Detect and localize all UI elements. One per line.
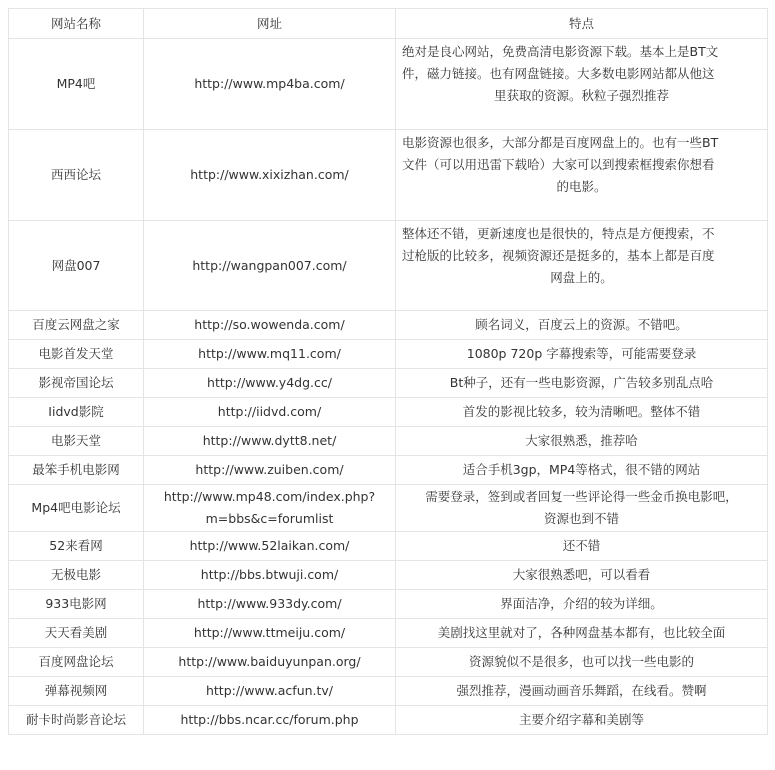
site-name: 影视帝国论坛 [9,369,144,398]
site-name: Iidvd影院 [9,398,144,427]
site-desc: 界面洁净，介绍的较为详细。 [396,590,768,619]
site-url[interactable]: http://www.acfun.tv/ [144,677,396,706]
table-row [9,456,768,485]
table-row [9,532,768,561]
site-url[interactable]: http://www.baiduyunpan.org/ [144,648,396,677]
site-name: 电影首发天堂 [9,340,144,369]
table-row [9,706,768,735]
desc-line: 过枪版的比较多，视频资源还是挺多的，基本上都是百度 [402,248,715,263]
site-desc: 主要介绍字幕和美剧等 [396,706,768,735]
site-url[interactable]: http://www.xixizhan.com/ [144,130,396,221]
site-desc: 还不错 [396,532,768,561]
site-url[interactable]: http://www.zuiben.com/ [144,456,396,485]
site-url[interactable]: http://www.933dy.com/ [144,590,396,619]
desc-line: 绝对是良心网站，免费高清电影资源下载。基本上是BT文 [402,44,719,59]
site-desc: 强烈推荐，漫画动画音乐舞蹈，在线看。赞啊 [396,677,768,706]
site-desc: 适合手机3gp，MP4等格式，很不错的网站 [396,456,768,485]
site-name: 网盘007 [9,221,144,311]
site-url[interactable]: http://iidvd.com/ [144,398,396,427]
site-desc [396,39,768,130]
site-desc [396,130,768,221]
desc-line: 的电影。 [556,179,607,194]
table-row [9,648,768,677]
site-name: 52来看网 [9,532,144,561]
header-url: 网址 [144,9,396,39]
site-name: Mp4吧电影论坛 [9,485,144,532]
site-desc: 资源貌似不是很多，也可以找一些电影的 [396,648,768,677]
header-row [9,9,768,39]
table-row [9,561,768,590]
site-desc: 美剧找这里就对了，各种网盘基本都有，也比较全面 [396,619,768,648]
site-desc: 1080p 720p 字幕搜索等，可能需要登录 [396,340,768,369]
site-name: 弹幕视频网 [9,677,144,706]
site-url[interactable]: http://www.mp4ba.com/ [144,39,396,130]
table-row [9,677,768,706]
table-row [9,485,768,532]
site-desc: 大家很熟悉吧，可以看看 [396,561,768,590]
site-name: MP4吧 [9,39,144,130]
site-name: 933电影网 [9,590,144,619]
header-features: 特点 [396,9,768,39]
site-name: 电影天堂 [9,427,144,456]
site-url[interactable]: http://www.dytt8.net/ [144,427,396,456]
desc-line: 网盘上的。 [550,270,613,285]
site-url[interactable]: http://bbs.ncar.cc/forum.php [144,706,396,735]
site-url[interactable]: http://www.52laikan.com/ [144,532,396,561]
site-name: 百度网盘论坛 [9,648,144,677]
site-desc [396,221,768,311]
sites-table [8,8,768,735]
site-desc: 大家很熟悉，推荐哈 [396,427,768,456]
site-name: 耐卡时尚影音论坛 [9,706,144,735]
site-url[interactable]: http://www.mq11.com/ [144,340,396,369]
site-name: 最笨手机电影网 [9,456,144,485]
desc-line: 需要登录，签到或者回复一些评论得一些金币换电影吧， [425,489,738,504]
header-site-name: 网站名称 [9,9,144,39]
site-url[interactable]: http://so.wowenda.com/ [144,311,396,340]
table-row [9,590,768,619]
site-name: 天天看美剧 [9,619,144,648]
table-row [9,369,768,398]
table-row [9,427,768,456]
site-url[interactable]: http://www.ttmeiju.com/ [144,619,396,648]
desc-line: 电影资源也很多，大部分都是百度网盘上的。也有一些BT [402,135,719,150]
desc-line: 里获取的资源。秋粒子强烈推荐 [493,88,669,103]
table-row [9,39,768,130]
desc-line: 资源也到不错 [543,511,619,526]
site-url[interactable]: http://bbs.btwuji.com/ [144,561,396,590]
table-row [9,130,768,221]
desc-line: 件，磁力链接。也有网盘链接。大多数电影网站都从他这 [402,66,715,81]
site-url[interactable] [144,485,396,532]
table-row [9,619,768,648]
site-desc: 顾名词义，百度云上的资源。不错吧。 [396,311,768,340]
site-desc: 首发的影视比较多，较为清晰吧。整体不错 [396,398,768,427]
site-name: 无极电影 [9,561,144,590]
table-row [9,340,768,369]
desc-line: 整体还不错，更新速度也是很快的，特点是方便搜索，不 [402,226,715,241]
desc-line: 文件（可以用迅雷下载哈）大家可以到搜索框搜索你想看 [402,157,715,172]
table-row [9,221,768,311]
site-url[interactable]: http://www.y4dg.cc/ [144,369,396,398]
site-name: 西西论坛 [9,130,144,221]
table-row [9,398,768,427]
url-line: m=bbs&c=forumlist [205,511,334,526]
table-row [9,311,768,340]
url-line: http://www.mp48.com/index.php? [163,489,376,504]
site-desc [396,485,768,532]
site-name: 百度云网盘之家 [9,311,144,340]
site-desc: Bt种子，还有一些电影资源，广告较多别乱点哈 [396,369,768,398]
site-url[interactable]: http://wangpan007.com/ [144,221,396,311]
